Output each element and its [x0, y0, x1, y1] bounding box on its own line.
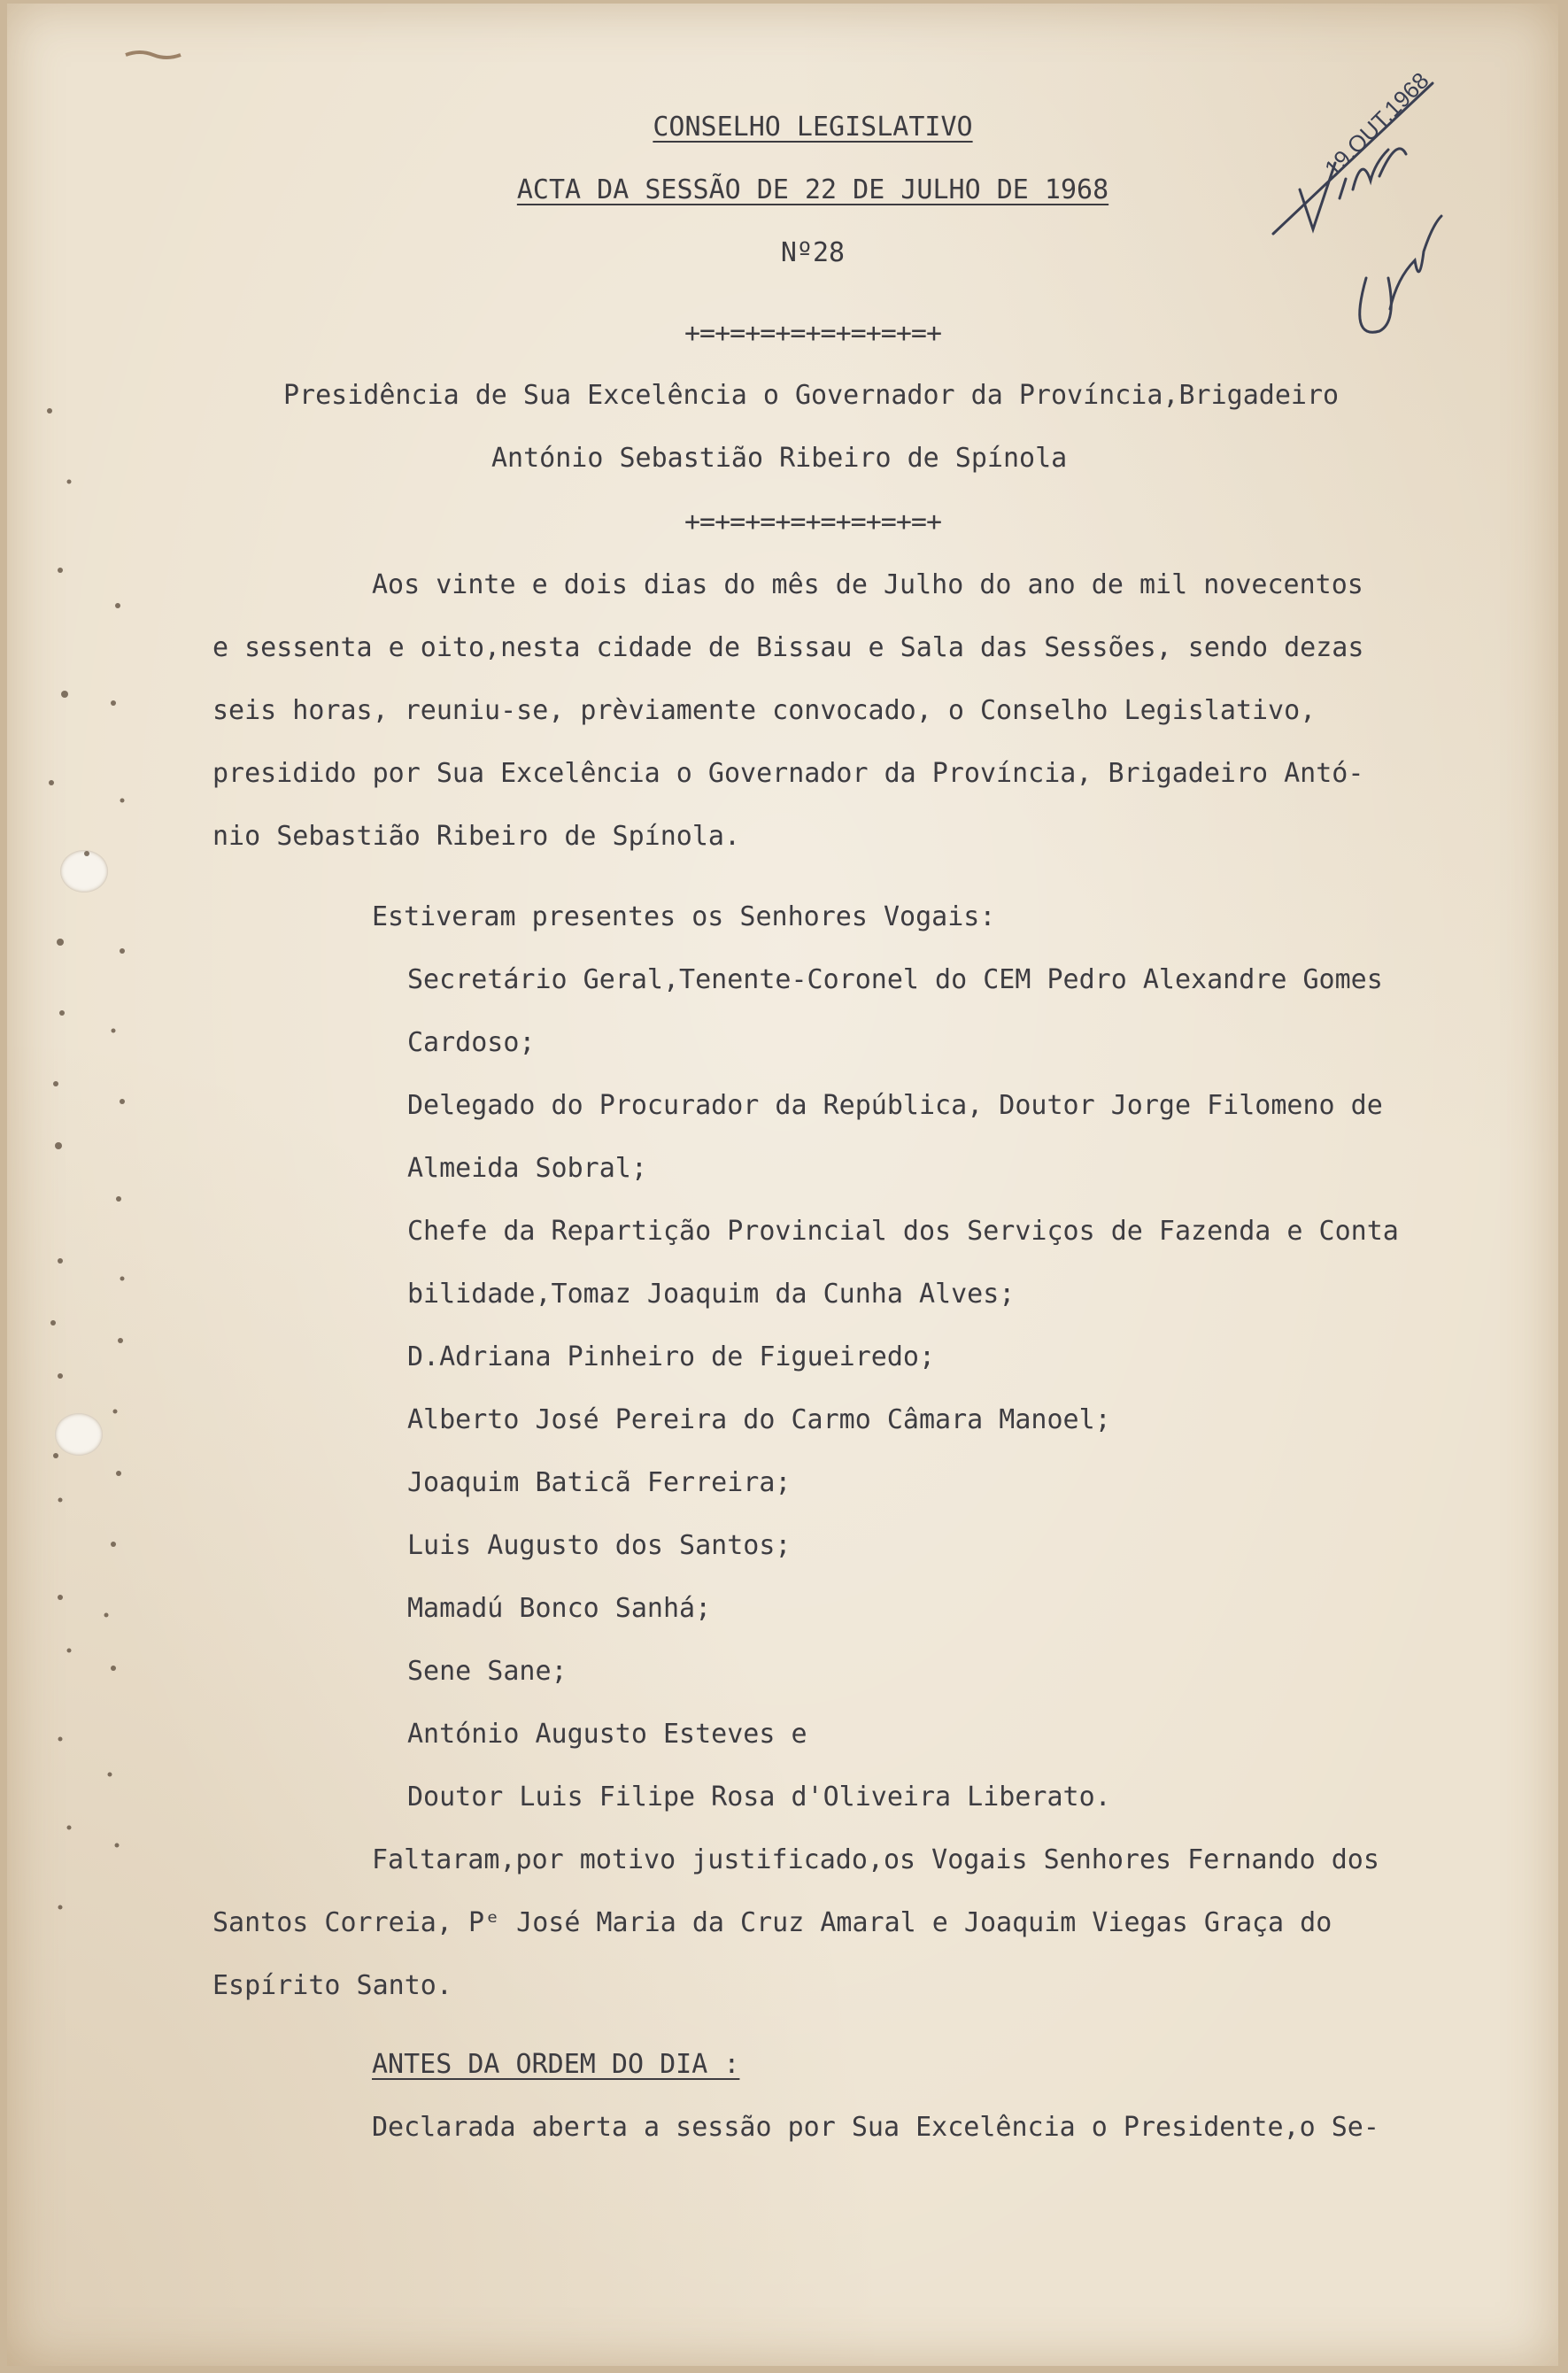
- presidency-line-2: António Sebastião Ribeiro de Spínola: [491, 443, 1068, 474]
- separator-bottom: +=+=+=+=+=+=+=+=+: [684, 506, 942, 537]
- member-line: Sene Sane;: [407, 1656, 568, 1687]
- member-line: Chefe da Repartição Provincial dos Serviços de Fazenda e Conta: [407, 1216, 1399, 1247]
- member-line: Delegado do Procurador da República, Doutor Jorge Filomeno de: [407, 1090, 1383, 1121]
- opening-line-5: nio Sebastião Ribeiro de Spínola.: [212, 821, 741, 852]
- agenda-heading: ANTES DA ORDEM DO DIA :: [372, 2049, 740, 2080]
- document-page: [7, 4, 1558, 2366]
- council-title: CONSELHO LEGISLATIVO: [653, 112, 973, 143]
- session-number: Nº28: [780, 237, 846, 268]
- paper-specks: [34, 322, 131, 2005]
- member-line: Cardoso;: [407, 1027, 536, 1058]
- member-line: Doutor Luis Filipe Rosa d'Oliveira Liberato.: [407, 1782, 1111, 1813]
- member-line: Mamadú Bonco Sanhá;: [407, 1593, 712, 1624]
- separator-top: +=+=+=+=+=+=+=+=+: [684, 318, 942, 349]
- absent-line-3: Espírito Santo.: [212, 1970, 452, 2001]
- opening-line-1: Aos vinte e dois dias do mês de Julho do ano de mil novecentos: [372, 569, 1363, 600]
- present-intro: Estiveram presentes os Senhores Vogais:: [372, 901, 996, 932]
- opening-line-3: seis horas, reuniu-se, prèviamente convocado, o Conselho Legislativo,: [212, 695, 1317, 726]
- member-line: António Augusto Esteves e: [407, 1719, 807, 1750]
- member-line: Almeida Sobral;: [407, 1153, 647, 1184]
- opening-line-2: e sessenta e oito,nesta cidade de Bissau e Sala das Sessões, sendo dezas: [212, 632, 1364, 663]
- presidency-line-1: Presidência de Sua Excelência o Governador da Província,Brigadeiro: [283, 380, 1340, 411]
- member-line: bilidade,Tomaz Joaquim da Cunha Alves;: [407, 1279, 1016, 1310]
- stamp-visto-text: [1273, 163, 1274, 164]
- opening-line-4: presidido por Sua Excelência o Governador da Província, Brigadeiro Antó-: [212, 758, 1364, 789]
- member-line: Secretário Geral,Tenente-Coronel do CEM Pedro Alexandre Gomes: [407, 964, 1383, 995]
- member-line: Joaquim Baticã Ferreira;: [407, 1467, 792, 1498]
- member-line: Alberto José Pereira do Carmo Câmara Manoel;: [407, 1404, 1111, 1435]
- absent-line-2: Santos Correia, Pᵉ José Maria da Cruz Amaral e Joaquim Viegas Graça do: [212, 1907, 1332, 1938]
- stamp-date: 19.OUT.1968: [1319, 66, 1434, 182]
- agenda-text: Declarada aberta a sessão por Sua Excelência o Presidente,o Se-: [372, 2112, 1379, 2143]
- member-line: D.Adriana Pinheiro de Figueiredo;: [407, 1341, 936, 1372]
- session-title: ACTA DA SESSÃO DE 22 DE JULHO DE 1968: [516, 174, 1109, 205]
- absent-line-1: Faltaram,por motivo justificado,os Vogais Senhores Fernando dos: [372, 1844, 1379, 1875]
- ink-smudge: [122, 46, 184, 64]
- member-line: Luis Augusto dos Santos;: [407, 1530, 792, 1561]
